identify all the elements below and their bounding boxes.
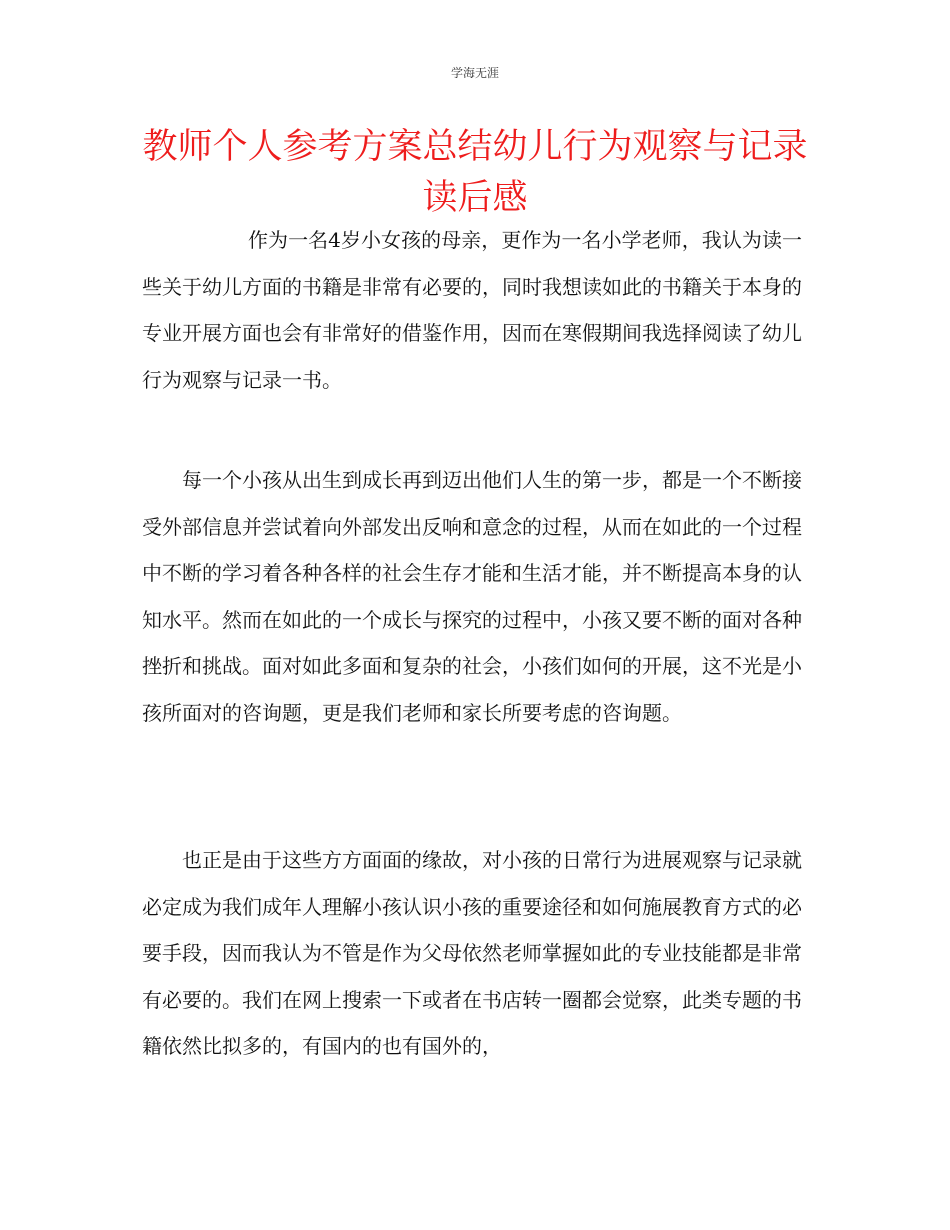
paragraph-1: 作为一名4岁小女孩的母亲，更作为一名小学老师，我认为读一些关于幼儿方面的书籍是非常有必要的，同时我想读如此的书籍关于本身的专业开展方面也会有非常好的借鉴作用，因而在寒假期间我选择阅读了幼儿行为观察与记录一书。 <box>142 228 802 392</box>
paragraph-3: 也正是由于这些方方面面的缘故，对小孩的日常行为进展观察与记录就必定成为我们成年人理解小孩认识小孩的重要途径和如何施展教育方式的必要手段，因而我认为不管是作为父母依然老师掌握如此的专业技能都是非常有必要的。我们在网上搜索一下或者在书店转一圈都会觉察，此类专题的书籍依然比拟多的，有国内的也有国外的， <box>142 848 802 1058</box>
document-title: 教师个人参考方案总结幼儿行为观察与记录读后感 <box>142 127 808 218</box>
page-header: 学海无涯 <box>450 66 499 80</box>
paragraph-2: 每一个小孩从出生到成长再到迈出他们人生的第一步，都是一个不断接受外部信息并尝试着向外部发出反响和意念的过程，从而在如此的一个过程中不断的学习着各种各样的社会生存才能和生活才能，并不断提高本身的认知水平。然而在如此的一个成长与探究的过程中，小孩又要不断的面对各种挫折和挑战。面对如此多面和复杂的社会，小孩们如何的开展，这不光是小孩所面对的咨询题，更是我们老师和家长所要考虑的咨询题。 <box>142 468 802 725</box>
